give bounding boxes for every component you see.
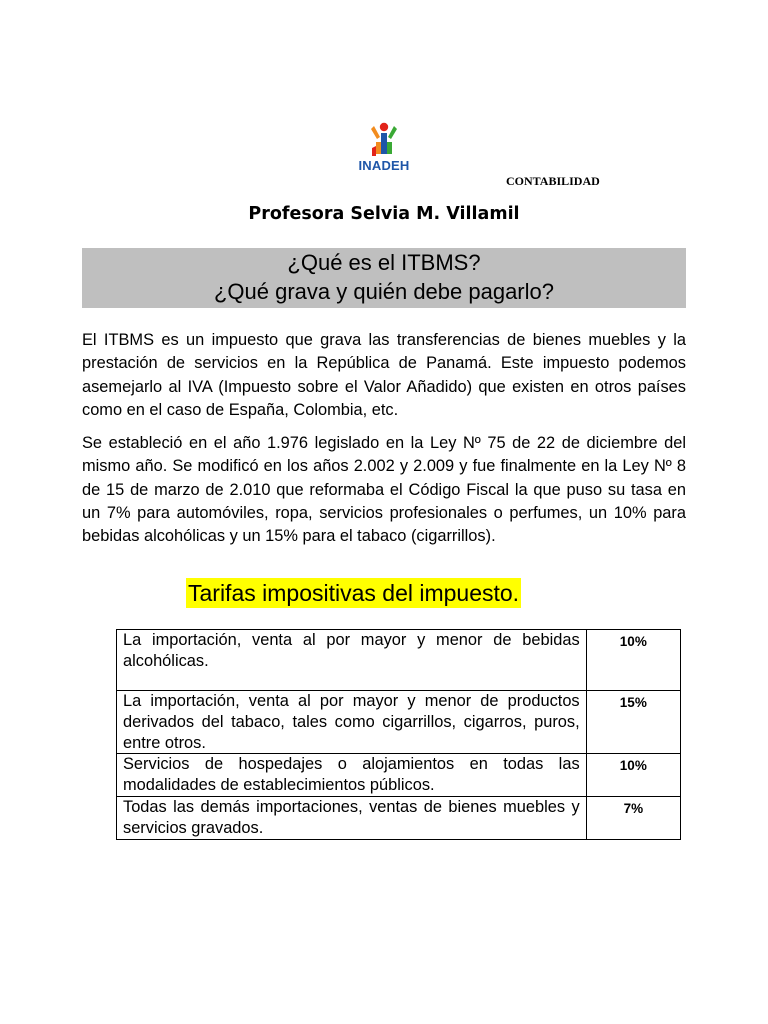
table-row [117, 796, 681, 839]
rate-value: 10% [586, 630, 680, 691]
table-row [117, 630, 681, 691]
rate-description: Todas las demás importaciones, ventas de bienes muebles y servicios gravados. [117, 796, 587, 839]
department-label: CONTABILIDAD [506, 174, 600, 188]
title-line-1: ¿Qué es el ITBMS? [287, 250, 481, 275]
table-row [117, 754, 681, 797]
logo-text: INADEH [358, 158, 410, 173]
rates-table [116, 629, 681, 840]
paragraph-history: Se estableció en el año 1.976 legislado en la Ley Nº 75 de 22 de diciembre del mismo año. Se modificó en los años 2.002 y 2.009 y fue finalmente en la Ley Nº 8 de 15 de marzo de 2.010 que reformaba el Código Fiscal la que puso su tasa en un 7% para automóviles, ropa, servicios profesionales o perfumes, un 10% para bebidas alcohólicas y un 15% para el tabaco (cigarrillos). [82, 434, 686, 546]
rate-value: 7% [586, 796, 680, 839]
inadeh-logo [352, 120, 416, 178]
rate-value: 10% [586, 754, 680, 797]
rate-description: Servicios de hospedajes o alojamientos en todas las modalidades de establecimientos públicos. [117, 754, 587, 797]
rate-description: La importación, venta al por mayor y menor de bebidas alcohólicas. [117, 630, 587, 691]
paragraph-intro: El ITBMS es un impuesto que grava las transferencias de bienes muebles y la prestación de servicios en la República de Panamá. Este impuesto podemos asemejarlo al IVA (Impuesto sobre el Valor Añadido) que existen en otros países como en el caso de España, Colombia, etc. [82, 331, 686, 419]
teacher-name: Profesora Selvia M. Villamil [248, 204, 520, 224]
title-line-2: ¿Qué grava y quién debe pagarlo? [213, 279, 554, 304]
table-row [117, 691, 681, 754]
rates-heading: Tarifas impositivas del impuesto. [188, 580, 520, 606]
rate-description: La importación, venta al por mayor y menor de productos derivados del tabaco, tales como cigarrillos, cigarros, puros, entre otros. [117, 691, 587, 754]
title-box [82, 248, 686, 308]
rate-value: 15% [586, 691, 680, 754]
inadeh-emblem-icon [352, 120, 416, 160]
